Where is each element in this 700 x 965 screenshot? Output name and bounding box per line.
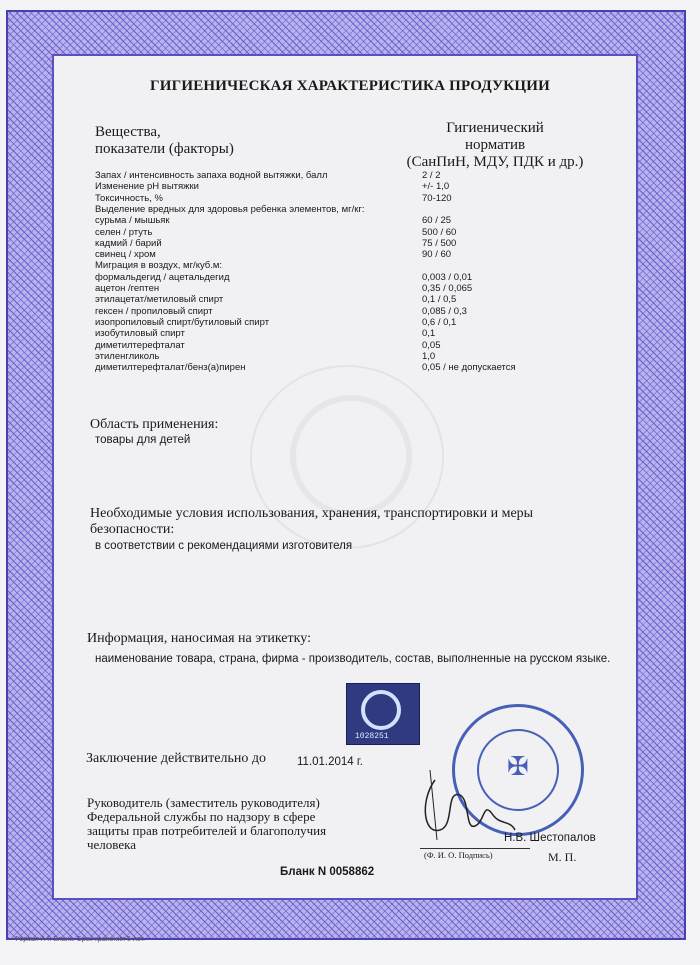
- table-row-value: 1,0: [422, 350, 436, 362]
- table-row-label: Запах / интенсивность запаха водной вытяжки, балл: [95, 170, 328, 181]
- table-row-label: этиленгликоль: [95, 350, 160, 362]
- table-row-label: изопропиловый спирт/бутиловый спирт: [95, 316, 270, 328]
- table-row-label: диметилтерефталат/бенз(а)пирен: [95, 362, 246, 374]
- table-row-value: 500 / 60: [422, 226, 457, 238]
- table-row-value: 60 / 25: [422, 215, 452, 227]
- table-row-value: 70-120: [422, 192, 452, 204]
- table-row-label: селен / ртуть: [95, 226, 153, 238]
- hologram-number: 1028251: [355, 732, 389, 741]
- head-title-line: Федеральной службы по надзору в сфере: [87, 809, 316, 824]
- table-row-label: ацетон /гептен: [95, 283, 160, 294]
- document-title: ГИГИЕНИЧЕСКАЯ ХАРАКТЕРИСТИКА ПРОДУКЦИИ: [150, 78, 550, 94]
- table-row-value: 90 / 60: [422, 249, 452, 261]
- header-left: [95, 124, 234, 158]
- head-title: [87, 796, 326, 852]
- table-row-label: этилацетат/метиловый спирт: [95, 294, 224, 306]
- hologram-emblem-icon: [361, 690, 401, 730]
- hologram: [346, 683, 420, 745]
- label-info-label: Информация, наносимая на этикетку:: [87, 631, 311, 646]
- mp-label: М. П.: [548, 850, 577, 864]
- label-info-text: наименование товара, страна, фирма - производитель, состав, выполненные на русском языке.: [95, 653, 611, 665]
- footer-note: Формат А4. Бланк. Срок хранения 5 лет.: [14, 936, 145, 943]
- blank-number: Бланк N 0058862: [280, 866, 375, 878]
- table-row-label: Миграция в воздух, мг/куб.м:: [95, 260, 223, 272]
- watermark-emblem-inner: [290, 395, 412, 517]
- conditions-label-2: безопасности:: [90, 522, 175, 537]
- header-right-line: норматив: [464, 137, 526, 153]
- table-row-label: гексен / пропиловый спирт: [95, 305, 213, 317]
- table-row-label: свинец / хром: [95, 249, 156, 261]
- scope-text: товары для детей: [95, 434, 191, 446]
- head-title-line: Руководитель (заместитель руководителя): [87, 795, 320, 810]
- signer-name: Н.В. Шестопалов: [504, 832, 596, 844]
- table-row-value: 0,6 / 0,1: [422, 316, 457, 328]
- table-row-value: 0,085 / 0,3: [422, 305, 467, 317]
- validity-date: 11.01.2014 г.: [297, 756, 363, 768]
- head-title-line: защиты прав потребителей и благополучия: [87, 823, 327, 838]
- table-row-label: формальдегид / ацетальдегид: [95, 271, 230, 283]
- table-row-label: изобутиловый спирт: [95, 328, 185, 340]
- table-row-value: 0,05: [422, 339, 441, 351]
- table-row-label: Токсичность, %: [95, 192, 163, 204]
- table-row-value: 0,003 / 0,01: [422, 271, 473, 283]
- table-row-value: 2 / 2: [422, 170, 441, 181]
- eagle-emblem-icon: ✠: [507, 751, 529, 781]
- signer-caption: (Ф. И. О. Подпись): [424, 850, 493, 860]
- table-row-label: кадмий / барий: [95, 237, 162, 249]
- table-row-value: 75 / 500: [422, 237, 457, 249]
- signature-line: [420, 848, 530, 849]
- scope-label: Область применения:: [90, 417, 219, 432]
- table-row-value: 0,35 / 0,065: [422, 283, 473, 294]
- table-row-value: 0,1 / 0,5: [422, 294, 457, 306]
- header-right-line: (СанПиН, МДУ, ПДК и др.): [406, 154, 584, 170]
- table-row-value: 0,05 / не допускается: [422, 362, 516, 374]
- header-right-line: Гигиенический: [446, 120, 544, 136]
- table-row-label: сурьма / мышьяк: [95, 215, 170, 227]
- header-left-line: показатели (факторы): [95, 141, 234, 157]
- validity-label: Заключение действительно до: [86, 751, 266, 766]
- table-row-value: +/- 1,0: [422, 181, 450, 193]
- table-row-label: Изменение pH вытяжки: [95, 181, 199, 193]
- head-title-line: человека: [87, 837, 137, 852]
- header-left-line: Вещества,: [95, 124, 161, 140]
- table-row-label: Выделение вредных для здоровья ребенка элементов, мг/кг:: [95, 203, 365, 215]
- conditions-label: Необходимые условия использования, хранения, транспортировки и меры: [90, 506, 534, 521]
- header-right: [395, 120, 595, 171]
- table-row-value: 0,1: [422, 328, 436, 340]
- table-row-label: диметилтерефталат: [95, 339, 185, 351]
- conditions-text: в соответствии с рекомендациями изготовителя: [95, 540, 353, 552]
